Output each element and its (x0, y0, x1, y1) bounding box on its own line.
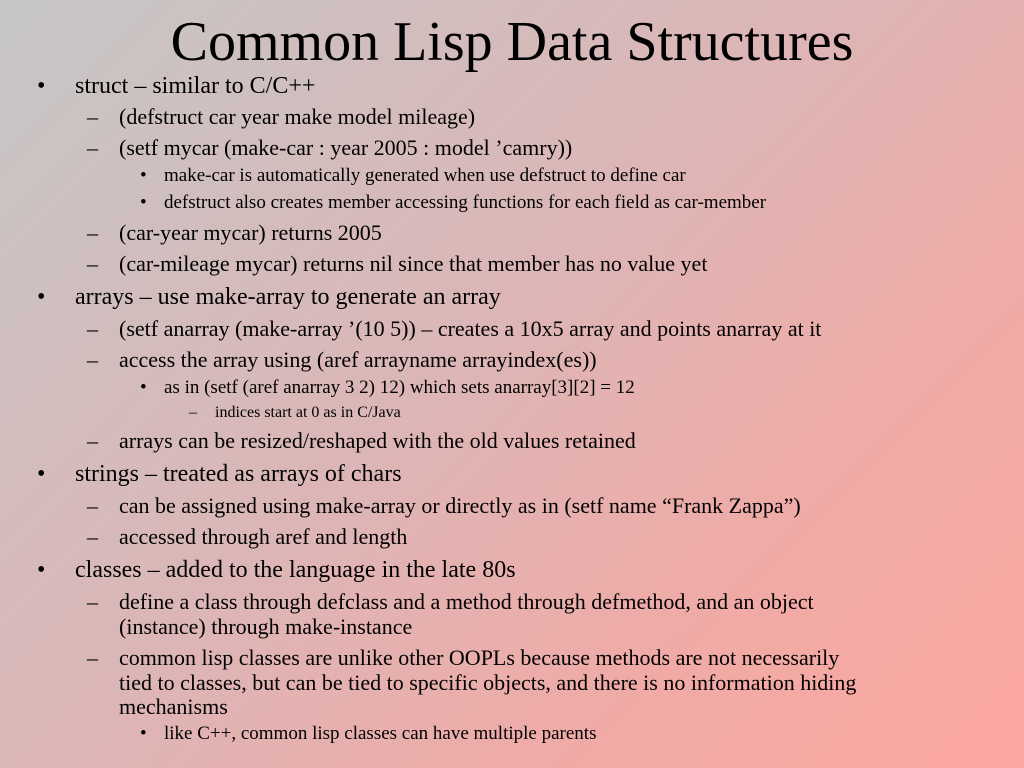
bullet-line (87, 135, 573, 160)
bullet-line (87, 589, 814, 614)
bullet-line (87, 524, 408, 549)
bullet-marker: – (87, 645, 98, 670)
bullet-marker: – (87, 428, 98, 453)
bullet-text: (setf anarray (make-array ’(10 5)) – creates a 10x5 array and points anarray at it (119, 316, 822, 341)
bullet-line (87, 220, 382, 245)
bullet-marker: – (87, 135, 98, 160)
bullet-marker: • (37, 461, 46, 487)
bullet-text: (car-mileage mycar) returns nil since that member has no value yet (119, 251, 708, 276)
bullet-marker: • (140, 723, 147, 744)
bullet-line (119, 614, 412, 639)
bullet-marker: – (87, 104, 98, 129)
bullet-line (87, 316, 822, 341)
bullet-text: arrays – use make-array to generate an array (75, 284, 501, 310)
bullet-text: make-car is automatically generated when use defstruct to define car (164, 165, 686, 186)
bullet-marker: • (140, 377, 147, 398)
bullet-marker: – (87, 347, 98, 372)
bullet-line (87, 645, 840, 670)
bullet-line (119, 670, 856, 695)
bullet-line (140, 723, 597, 745)
bullet-text: (instance) through make-instance (119, 614, 413, 639)
bullet-line (87, 104, 476, 129)
bullet-line (87, 493, 801, 518)
bullet-line (140, 192, 767, 214)
bullet-marker: – (87, 220, 98, 245)
bullet-text: mechanisms (119, 694, 228, 719)
bullet-line (87, 347, 597, 372)
bullet-marker: – (87, 493, 98, 518)
bullet-line (87, 251, 708, 276)
bullet-text: can be assigned using make-array or directly as in (setf name “Frank Zappa”) (119, 493, 801, 518)
bullet-text: as in (setf (aref anarray 3 2) 12) which sets anarray[3][2] = 12 (164, 377, 635, 398)
bullet-text: define a class through defclass and a method through defmethod, and an object (119, 589, 814, 614)
bullet-line (37, 73, 316, 100)
bullet-text: arrays can be resized/reshaped with the old values retained (119, 428, 636, 453)
bullet-text: classes – added to the language in the late 80s (75, 557, 516, 583)
bullet-line (189, 403, 401, 422)
bullet-line (37, 284, 501, 311)
bullet-line (140, 377, 635, 399)
bullet-marker: • (37, 73, 46, 99)
bullet-marker: • (140, 165, 147, 186)
bullet-line (37, 461, 402, 488)
bullet-marker: • (37, 557, 46, 583)
bullet-text: accessed through aref and length (119, 524, 408, 549)
bullet-text: defstruct also creates member accessing functions for each field as car-member (164, 192, 767, 213)
bullet-text: (setf mycar (make-car : year 2005 : model ’camry)) (119, 135, 573, 160)
bullet-marker: • (140, 192, 147, 213)
bullet-text: struct – similar to C/C++ (75, 73, 316, 99)
bullet-line (87, 428, 636, 453)
bullet-text: tied to classes, but can be tied to specific objects, and there is no information hiding (119, 670, 857, 695)
bullet-marker: – (189, 404, 197, 421)
bullet-text: indices start at 0 as in C/Java (215, 404, 401, 421)
bullet-marker: – (87, 589, 98, 614)
bullet-marker: – (87, 251, 98, 276)
bullet-line (140, 165, 686, 187)
slide-title: Common Lisp Data Structures (170, 11, 854, 73)
bullet-marker: • (37, 284, 46, 310)
bullet-text: (car-year mycar) returns 2005 (119, 220, 382, 245)
bullet-marker: – (87, 316, 98, 341)
bullet-marker: – (87, 524, 98, 549)
bullet-text: like C++, common lisp classes can have multiple parents (164, 723, 597, 744)
bullet-text: access the array using (aref arrayname arrayindex(es)) (119, 347, 597, 372)
bullet-text: strings – treated as arrays of chars (75, 461, 402, 487)
bullet-line (37, 557, 516, 584)
bullet-text: common lisp classes are unlike other OOPLs because methods are not necessarily (119, 645, 840, 670)
bullet-line (119, 694, 228, 719)
bullet-text: (defstruct car year make model mileage) (119, 104, 476, 129)
